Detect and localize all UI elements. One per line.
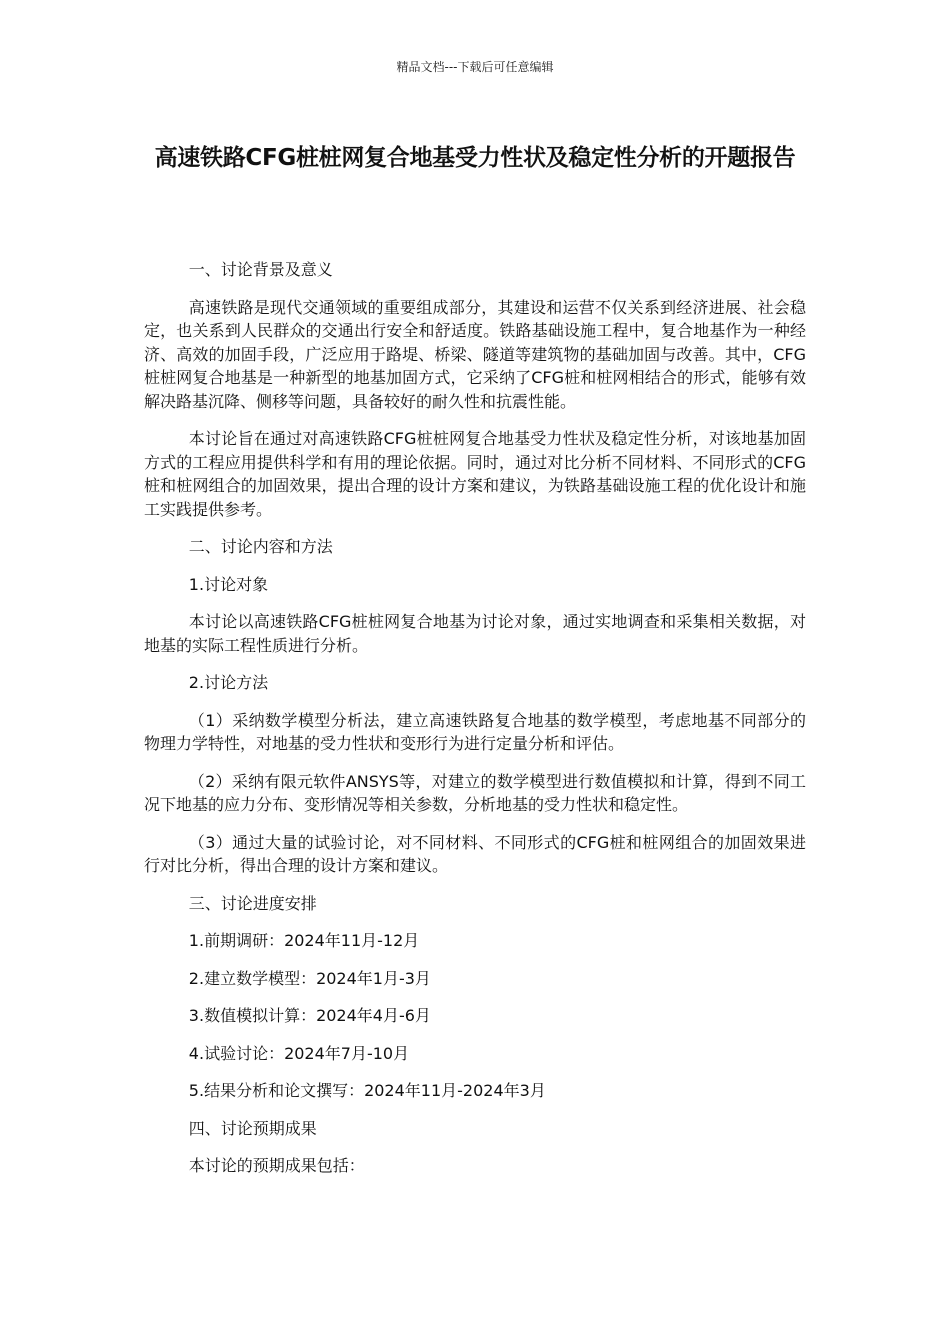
section-heading-background: 一、讨论背景及意义 bbox=[188, 260, 333, 279]
document-title: 高速铁路CFG桩桩网复合地基受力性状及稳定性分析的开题报告 bbox=[154, 145, 796, 171]
paragraph-background: 高速铁路是现代交通领域的重要组成部分，其建设和运营不仅关系到经济进展、社会稳定，也关系到人民群众的交通出行安全和舒适度。铁路基础设施工程中，复合地基作为一种经济、高效的加固手段，广泛应用于路堤、桥梁、隧道等建筑物的基础加固与改善。其中，CFG桩桩网复合地基是一种新型的地基加固方式，它采纳了CFG桩和桩网相结合的形式，能够有效解决路基沉降、侧移等问题，具备较好的耐久性和抗震性能。 bbox=[144, 297, 806, 411]
schedule-item: 3.数值模拟计算：2024年4月-6月 bbox=[188, 1006, 431, 1025]
schedule-item: 2.建立数学模型：2024年1月-3月 bbox=[188, 968, 431, 988]
page-header: 精品文档---下载后可任意编辑 bbox=[396, 60, 554, 74]
paragraph-outcomes: 本讨论的预期成果包括： bbox=[188, 1156, 365, 1175]
section-heading-outcomes: 四、讨论预期成果 bbox=[188, 1118, 317, 1138]
schedule-item: 5.结果分析和论文撰写：2024年11月-2024年3月 bbox=[188, 1081, 546, 1100]
section-heading-schedule: 三、讨论进度安排 bbox=[188, 893, 317, 913]
subheading-object: 1.讨论对象 bbox=[188, 574, 269, 594]
section-heading-content-methods: 二、讨论内容和方法 bbox=[188, 537, 333, 556]
method-item-3: （3）通过大量的试验讨论，对不同材料、不同形式的CFG桩和桩网组合的加固效果进行对比分析，得出合理的设计方案和建议。 bbox=[144, 832, 806, 875]
subheading-methods: 2.讨论方法 bbox=[188, 673, 269, 692]
method-item-1: （1）采纳数学模型分析法，建立高速铁路复合地基的数学模型，考虑地基不同部分的物理力学特性，对地基的受力性状和变形行为进行定量分析和评估。 bbox=[144, 710, 806, 753]
schedule-item: 1.前期调研：2024年11月-12月 bbox=[188, 931, 420, 950]
paragraph-purpose: 本讨论旨在通过对高速铁路CFG桩桩网复合地基受力性状及稳定性分析，对该地基加固方式的工程应用提供科学和有用的理论依据。同时，通过对比分析不同材料、不同形式的CFG桩和桩网组合的加固效果，提出合理的设计方案和建议，为铁路基础设施工程的优化设计和施工实践提供参考。 bbox=[144, 429, 806, 519]
schedule-item: 4.试验讨论：2024年7月-10月 bbox=[188, 1043, 410, 1063]
paragraph-object: 本讨论以高速铁路CFG桩桩网复合地基为讨论对象，通过实地调查和采集相关数据，对地基的实际工程性质进行分析。 bbox=[144, 612, 806, 655]
document-body bbox=[144, 258, 806, 1192]
method-item-2: （2）采纳有限元软件ANSYS等，对建立的数学模型进行数值模拟和计算，得到不同工况下地基的应力分布、变形情况等相关参数，分析地基的受力性状和稳定性。 bbox=[144, 771, 806, 814]
